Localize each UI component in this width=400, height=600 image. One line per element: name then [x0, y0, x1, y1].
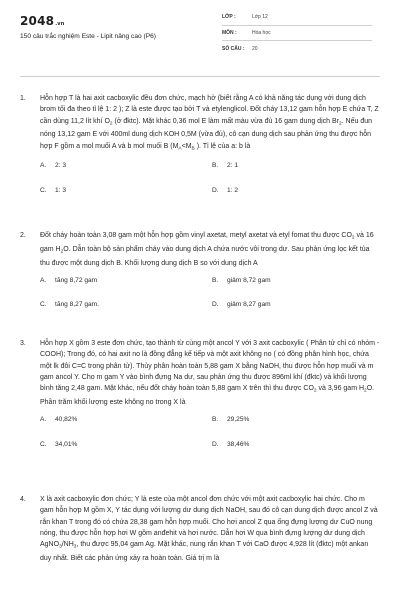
question-text: Đốt cháy hoàn toàn 3,08 gam một hỗn hợp gồm vinyl axetat, metyl axetat và etyl fomat thu được $CO_2$ và 16 gam $H_2O$. Dẫn toàn bộ sản phẩm cháy vào dung dịch A chứa nước vôi trong dư. Sau phản ứng lọc kết tủa thu được một dung dịch B. Khối lượng dung dịch B so với dung dịch A: [40, 232, 374, 267]
question-3: [20, 338, 380, 450]
option-b[interactable]: B. 29,25%: [212, 416, 250, 424]
meta-key-class: LỚP :: [222, 14, 236, 21]
meta-row-class: [222, 10, 372, 26]
meta-key-count: SỐ CÂU :: [222, 45, 245, 52]
meta-row-subject: [222, 26, 372, 42]
answer-options: [40, 160, 380, 196]
option-a[interactable]: A. 40,82%: [40, 416, 78, 424]
meta-value-subject: Hóa học: [252, 29, 271, 36]
option-d[interactable]: D. 38,46%: [212, 440, 250, 448]
question-text: X là axit cacboxylic đơn chức; Y là este của một ancol đơn chức với một axit cacboxylic hai chức. Cho m gam hỗn hợp M gồm X, Y tác dụng với lượng dư dung dịch NaOH, sau đó cô cạn dung dịch được ancol Z và rắn khan T trong đó có chứa 28,38 gam hỗn hợp muối. Cho hơi ancol Z qua ống đựng lượng dư CuO nung nóng, thu được hỗn hợp hơi W gồm anđehit và hơi nước. Dẫn hơi W qua bình đựng lượng dư dung dịch $AgNO_3/NH_3$, thu được 95,04 gam Ag. Mặt khác, nung rắn khan T với CaO được 4,928 lít (đktc) một ankan duy nhất. Biết các phản ứng xảy ra hoàn toàn. Giá trị m là: [40, 496, 378, 562]
option-c[interactable]: C. 1: 3: [40, 186, 66, 194]
option-c[interactable]: C. tăng 8,27 gam.: [40, 301, 99, 309]
option-a[interactable]: A. 2: 3: [40, 162, 66, 170]
option-a[interactable]: A. tăng 8,72 gam: [40, 276, 98, 284]
logo-suffix: .vn: [55, 21, 65, 27]
option-d[interactable]: D. 1: 2: [212, 186, 238, 194]
question-4: [20, 494, 380, 564]
meta-row-count: [222, 41, 372, 57]
question-1: [20, 93, 380, 196]
option-b[interactable]: B. 2: 1: [212, 162, 238, 170]
answer-options: [40, 414, 380, 450]
meta-value-count: 20: [252, 45, 258, 52]
question-number: 1.: [20, 95, 26, 102]
question-text: Hỗn hợp T là hai axit cacboxylic đều đơn chức, mạch hở (biết rằng A có khả năng tác dụng với dung dịch brom tối đa theo tỉ lệ 1: 2 ); Z là este được tạo bởi T và etylenglicol. Đốt cháy 13,12 gam hỗn hợp E chứa T, Z cần dùng 11,2 lít khí $O_2$ (ở đktc). Mặt khác 0,36 mol E làm mất màu vừa đủ 16 gam dung dịch $Br_2$. Nếu đun nóng 13,12 gam E với 400ml dung dịch KOH 0,5M (vừa đủ), cô cạn dung dịch sau phản ứng thu được hỗn hợp F gồm a mol muối A và b mol muối B ($M_A<M_B$ ). Tỉ lệ của a: b là: [40, 95, 379, 152]
document-meta: [222, 10, 372, 57]
option-b[interactable]: B. giảm 8,72 gam: [212, 276, 271, 284]
question-number: 4.: [20, 496, 26, 503]
page-header: [0, 0, 400, 70]
option-d[interactable]: D. giảm 8,27 gam: [212, 301, 271, 309]
header-divider: [20, 76, 380, 77]
site-logo[interactable]: [20, 14, 65, 28]
question-text: Hỗn hợp X gồm 3 este đơn chức, tạo thành từ cùng một ancol Y với 3 axit cacboxylic ( Phân tử chỉ có nhóm -COOH); Trong đó, có hai axit no là đồng đẳng kế tiếp và một axit không no ( có đồng phân hình học, chứa một lk đôi C=C trong phân tử). Thủy phân hoàn toàn 5,88 gam X bằng NaOH, thu được hỗn hợp muối và m gam ancol Y. Cho m gam Y vào bình đựng Na dư, sau phản ứng thu được 896ml khí (đktc) và khối lượng bình tăng 2,48 gam. Mặt khác, nếu đốt cháy hoàn toàn 5,88 gam X trên thì thu được $CO_2$ và 3,96 gam $H_2O$. Phần trăm khối lượng este không no trong X là: [40, 340, 380, 406]
option-c[interactable]: C. 34,01%: [40, 440, 78, 448]
logo-main: 2048: [20, 14, 55, 28]
answer-options: [40, 275, 380, 311]
meta-key-subject: MÔN :: [222, 29, 237, 36]
question-2: [20, 230, 380, 310]
meta-value-class: Lớp 12: [252, 14, 268, 21]
question-number: 3.: [20, 340, 26, 347]
document-title: 150 câu trắc nghiệm Este - Lipit nâng cao (P6): [20, 33, 156, 40]
question-number: 2.: [20, 232, 26, 239]
